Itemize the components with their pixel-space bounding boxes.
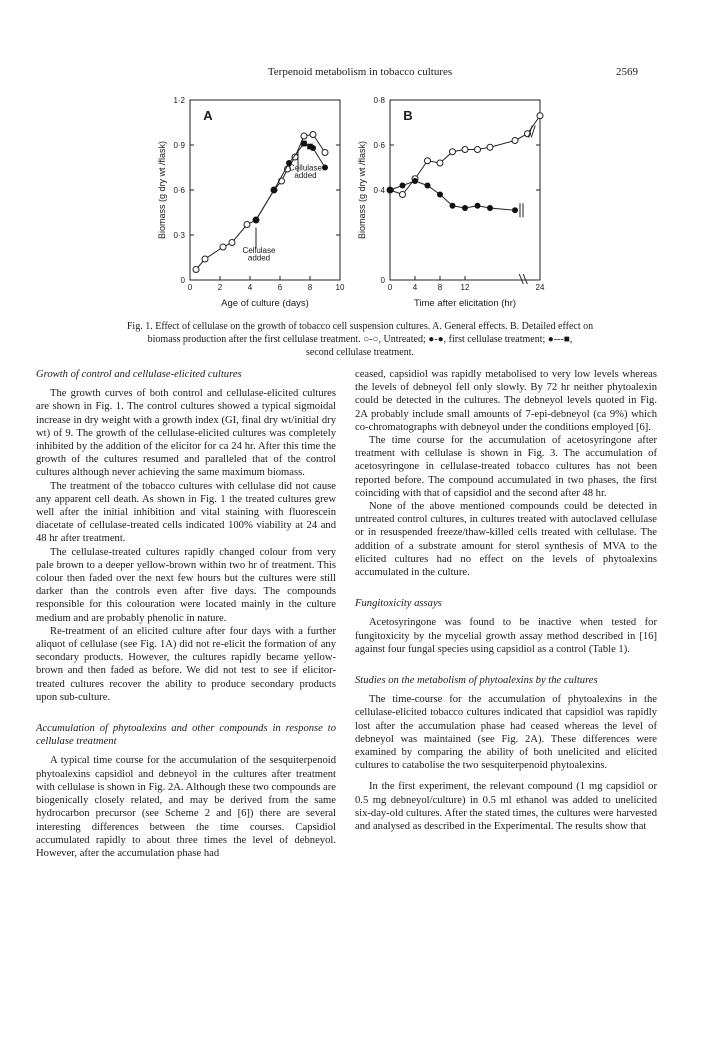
caption-line: Fig. 1. Effect of cellulase on the growth of tobacco cell suspension cultures. A. General effects. B. Detailed effect on [126, 321, 594, 332]
data-point [475, 147, 481, 153]
data-point [193, 267, 199, 273]
x-tick-label: 10 [335, 283, 345, 292]
data-point [301, 141, 307, 147]
section-spacer [36, 704, 336, 722]
data-point [487, 205, 493, 211]
data-point [310, 132, 316, 138]
section-spacer [355, 772, 657, 780]
data-point [425, 183, 431, 189]
body-paragraph: The time course for the accumulation of acetosyringone after treatment with cellulase is shown in Fig. 3. The accumulation of acetosyringone in cellulase-treated tobacco cultures has not been reported before. The compound accumulated in two phases, the first coinciding with that of capsidiol and the second after 48 hr. [355, 435, 657, 499]
section-spacer [355, 579, 657, 597]
left-column [36, 368, 336, 860]
caption-line: second cellulase treatment. [305, 347, 414, 358]
body-paragraph: Re-treatment of an elicited culture after four days with a further aliquot of cellulase (see Fig. 1A) did not re-elicit the formation of any secondary products. However, the cultures rapidly became yellow-brown and then faded as before. We did not test to see if elicitor-treated cultures recover the ability to produce secondary products upon sub-culture. [36, 625, 336, 703]
data-point [412, 178, 418, 184]
right-column [355, 368, 657, 833]
data-point [512, 138, 518, 144]
annotation-text: Cellulase [242, 246, 276, 255]
data-point [537, 113, 543, 119]
data-point [437, 192, 443, 198]
body-paragraph: A typical time course for the accumulation of the sesquiterpenoid phytoalexins capsidiol and debneyol in the cultures after treatment with cellulase is shown in Fig. 2A. Although these two compounds are biogenically closely related, and may be derived from the same hydrocarbon precursor (see Scheme 2 and [6]) there are several interesting differences between the time courses. Capsidiol accumulated rapidly to about three times the level of debneyol. However, after the accumulation phase had [36, 755, 336, 859]
figure-1-chart [150, 88, 570, 318]
y-tick-label: 0 [380, 276, 385, 285]
data-point [512, 207, 518, 213]
y-axis-label: Biomass (g dry wt /flask) [157, 140, 167, 240]
data-point [229, 240, 235, 246]
plot-frame [390, 100, 540, 280]
data-point [450, 149, 456, 155]
figure-caption [70, 320, 650, 359]
data-point [462, 205, 468, 211]
data-point [322, 150, 328, 156]
body-paragraph: Acetosyringone was found to be inactive when tested for fungitoxicity by the mycelial growth assay method described in [16] against four fungal species using capsidiol as a control (Table 1). [355, 617, 657, 655]
body-paragraph: The cellulase-treated cultures rapidly changed colour from very pale brown to a deeper yellow-brown within two hr of treatment. This colour then faded over the next few hours but the cultures were still darker than the controls even after five days. The compounds responsible for this colouration were located mainly in the culture medium and are probably phenolic in nature. [36, 546, 336, 624]
body-paragraph: In the first experiment, the relevant compound (1 mg capsidiol or 0.5 mg debneyol/culture) in 0.5 ml ethanol was added to unelicited six-day-old cultures. After the stated times, the cultures were harvested and analysed as described in the Experimental. The results show that [355, 781, 657, 833]
page-number: 2569 [616, 66, 638, 78]
data-point [450, 203, 456, 209]
body-paragraph: ceased, capsidiol was rapidly metabolised to very low levels whereas the levels of debneyol fell only slowly. By 72 hr neither phytoalexin could be detected in the cultures. The debneyol levels quoted in Fig. 2A probably include small amounts of 7-epi-debneyol (ca 9%) which co-chromatographs with debneyol under the conditions employed [6]. [355, 369, 657, 433]
series-line [256, 144, 325, 221]
data-point [253, 217, 259, 223]
data-point [387, 187, 393, 193]
data-point [322, 165, 328, 171]
x-tick-label: 8 [437, 283, 443, 292]
x-tick-label: 0 [187, 283, 193, 292]
data-point [301, 133, 307, 139]
x-axis-label: Time after elicitation (hr) [413, 298, 517, 309]
figure-1 [150, 88, 570, 318]
section-heading: Growth of control and cellulase-elicited cultures [36, 369, 242, 380]
axis-break [523, 274, 527, 284]
body-paragraph: None of the above mentioned compounds could be detected in untreated control cultures, in cultures treated with autoclaved cellulase or in resuspended freeze/thaw-killed cells treated with cellulase. The addition of a substrate amount for sterol synthesis of MVA to the elicited cultures had no effect on the levels of phytoalexins accumulated in the culture. [355, 501, 657, 579]
x-tick-label: 4 [412, 283, 418, 292]
data-point [400, 192, 406, 198]
data-point [271, 187, 277, 193]
y-tick-label: 0 [180, 276, 185, 285]
data-point [425, 158, 431, 164]
x-tick-label: 8 [307, 283, 313, 292]
panel-label: B [403, 108, 413, 123]
series-line [390, 116, 540, 195]
y-tick-label: 0·3 [173, 231, 185, 240]
section-heading: Studies on the metabolism of phytoalexins by the cultures [355, 675, 598, 687]
data-point [220, 244, 226, 250]
body-paragraph: The growth curves of both control and cellulase-elicited cultures are shown in Fig. 1. The control cultures showed a typical sigmoidal increase in dry weight with a growth index (GI, final dry wt/initial dry wt) of 9. The growth of the cellulase-elicited cultures was completely inhibited by the addition of the elicitor for ca 24 hr. After this time the growth of the cultures resumed and paralleled that of the control cultures although never achieving the same maximum biomass. [36, 388, 336, 479]
data-point [487, 144, 493, 150]
running-title: Terpenoid metabolism in tobacco cultures [267, 66, 453, 78]
caption-line: biomass production after the first cellulase treatment. ○-○, Untreated; ●-●, first cellulase treatment; ●---■, [147, 334, 573, 345]
y-tick-label: 0·8 [373, 96, 385, 105]
x-tick-label: 0 [387, 283, 393, 292]
panel-label: A [203, 108, 213, 123]
body-paragraph: The treatment of the tobacco cultures with cellulase did not cause any apparent cell death. As shown in Fig. 1 the treated cultures grew well after the initial inhibition and vital staining with fluorescein diacetate of cellulase-treated cells indicated 100% viability at 24 and 48 hr after treatment. [36, 480, 336, 545]
data-point [307, 144, 313, 150]
y-tick-label: 0·6 [173, 186, 185, 195]
data-point [462, 147, 468, 153]
section-heading: Fungitoxicity assays [355, 598, 442, 610]
x-tick-label: 2 [217, 283, 223, 292]
annotation-text: added [294, 171, 317, 180]
data-point [244, 222, 250, 228]
x-tick-label: 24 [535, 283, 545, 292]
body-paragraph: The time-course for the accumulation of phytoalexins in the cellulase-elicited tobacco cultures indicated that capsidiol was rapidly lost after the accumulation phase had ceased whereas the level of debneyol was maintained (see Fig. 2A). These differences were examined by comparing the ability of both unelicited and elicited cultures to catabolise the two sesquiterpenoid phytoalexins. [355, 694, 657, 772]
data-point [437, 160, 443, 166]
x-axis-label: Age of culture (days) [221, 298, 309, 309]
annotation-text: Cellulase [289, 163, 322, 173]
section-heading: Accumulation of phytoalexins and other compounds in response to cellulase treatment [36, 723, 336, 748]
y-tick-label: 0·9 [173, 141, 185, 150]
data-point [202, 256, 208, 262]
y-tick-label: 1·2 [173, 96, 185, 105]
data-point [475, 203, 481, 209]
x-tick-label: 12 [460, 283, 470, 292]
axis-break [519, 274, 523, 284]
x-tick-label: 4 [247, 283, 253, 292]
data-point [400, 183, 406, 189]
y-tick-label: 0·6 [373, 141, 385, 150]
x-tick-label: 6 [277, 283, 283, 292]
y-axis-label: Biomass (g dry wt /flask) [357, 140, 367, 240]
y-tick-label: 0·4 [373, 186, 385, 195]
section-spacer [355, 656, 657, 674]
annotation-text: added [247, 253, 271, 263]
